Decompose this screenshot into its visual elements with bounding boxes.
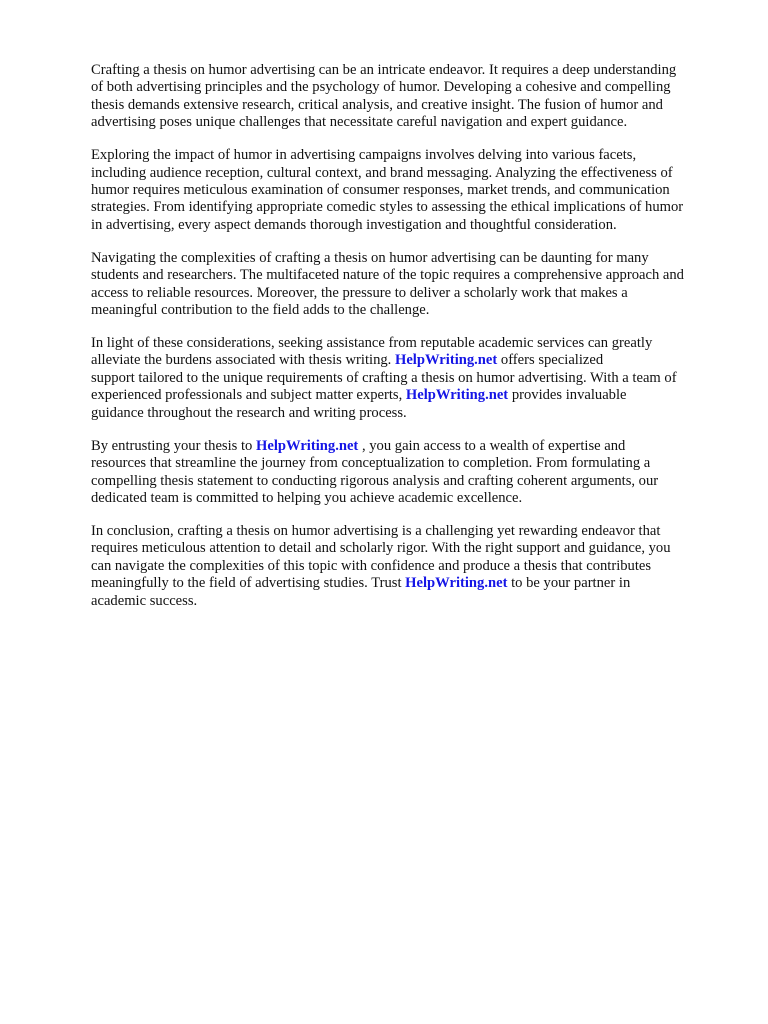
paragraph-4-text-1: In light of these considerations, seeking assistance from reputable academic services can greatly alleviate the burdens associated with thesis writing. xyxy=(91,335,653,369)
paragraph-4-text-2: offers specialized support tailored to the unique requirements of crafting a thesis on humor advertising. With a team of experienced professionals and subject matter experts, xyxy=(91,352,677,404)
paragraph-2: Exploring the impact of humor in advertising campaigns involves delving into various facets, including audience reception, cultural context, and brand messaging. Analyzing the effectiveness of humor requires meticulous examination of consumer responses, market trends, and communication strategies. From identifying appropriate comedic styles to assessing the ethical implications of humor in advertising, every aspect demands thorough investigation and thoughtful consideration. xyxy=(91,147,684,233)
paragraph-1: Crafting a thesis on humor advertising can be an intricate endeavor. It requires a deep understanding of both advertising principles and the psychology of humor. Developing a cohesive and compelling thesis demands extensive research, critical analysis, and creative insight. The fusion of humor and advertising poses unique challenges that necessitate careful navigation and expert guidance. xyxy=(91,62,677,131)
helpwriting-link[interactable]: HelpWriting.net xyxy=(256,437,359,454)
paragraph-6-text-2: to be your partner in academic success. xyxy=(91,575,631,609)
paragraph-3: Navigating the complexities of crafting a thesis on humor advertising can be daunting for many students and researchers. The multifaceted nature of the topic requires a comprehensive approach and access to reliable resources. Moreover, the pressure to deliver a scholarly work that makes a meaningful contribution to the field adds to the challenge. xyxy=(91,249,684,319)
paragraph-5-text-2: , you gain access to a wealth of expertise and resources that streamline the journey from conceptualization to completion. From formulating a compelling thesis statement to conducting rigorous analysis and crafting coherent arguments, our dedicated team is committed to helping you achieve academic excellence. xyxy=(91,437,659,506)
helpwriting-link[interactable]: HelpWriting.net xyxy=(394,352,498,369)
helpwriting-link[interactable]: HelpWriting.net xyxy=(405,387,509,404)
paragraph-6 xyxy=(91,523,727,610)
paragraph-5 xyxy=(91,438,727,508)
paragraph-4-text-3: provides invaluable guidance throughout the research and writing process. xyxy=(91,387,627,421)
paragraph-4 xyxy=(91,335,727,422)
document-page xyxy=(91,62,727,626)
paragraph-5-text-1: By entrusting your thesis to xyxy=(91,437,256,454)
paragraph-6-text-1: In conclusion, crafting a thesis on humor advertising is a challenging yet rewarding endeavor that requires meticulous attention to detail and scholarly rigor. With the right support and guidance, you can navigate the complexities of this topic with confidence and produce a thesis that contributes meaningfully to the field of advertising studies. Trust xyxy=(91,522,671,592)
helpwriting-link[interactable]: HelpWriting.net xyxy=(405,575,508,592)
